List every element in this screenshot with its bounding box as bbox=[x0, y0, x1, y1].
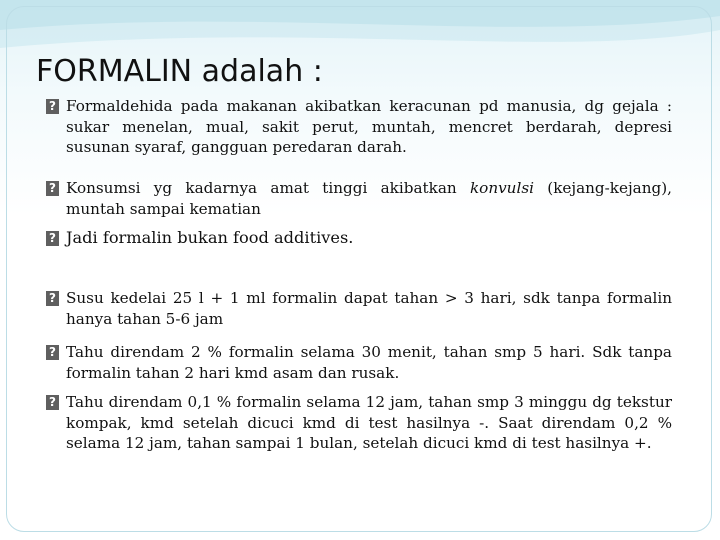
bullet-item bbox=[46, 392, 672, 454]
bullet-item bbox=[46, 228, 672, 249]
missing-glyph-icon bbox=[46, 231, 59, 246]
missing-glyph-icon bbox=[46, 345, 59, 360]
missing-glyph-icon bbox=[46, 181, 59, 196]
bullet-text: Konsumsi yg kadarnya amat tinggi akibatkan bbox=[66, 179, 470, 197]
bullet-item bbox=[46, 178, 672, 219]
bullet-item bbox=[46, 342, 672, 383]
missing-glyph-icon bbox=[46, 395, 59, 410]
missing-glyph-icon bbox=[46, 291, 59, 306]
bullet-text: Tahu direndam 0,1 % formalin selama 12 jam, tahan smp 3 minggu dg tekstur kompak, kmd setelah dicuci kmd di test hasilnya -. Saat direndam 0,2 % selama 12 jam, tahan sampai 1 bulan, setelah dicuci kmd di test hasilnya +. bbox=[66, 393, 672, 452]
slide-title: FORMALIN adalah : bbox=[36, 54, 323, 89]
bullet-item bbox=[46, 96, 672, 158]
bullet-item bbox=[46, 288, 672, 329]
bullet-text: Tahu direndam 2 % formalin selama 30 menit, tahan smp 5 hari. Sdk tanpa formalin tahan 2 hari kmd asam dan rusak. bbox=[66, 343, 672, 382]
bullet-text-italic: konvulsi bbox=[469, 179, 534, 197]
bullet-text: Susu kedelai 25 l + 1 ml formalin dapat tahan > 3 hari, sdk tanpa formalin hanya tahan 5-6 jam bbox=[66, 289, 672, 328]
bullet-text: (kejang-kejang), muntah sampai kematian bbox=[66, 179, 672, 218]
bullet-text: Jadi formalin bukan food additives. bbox=[66, 228, 354, 247]
missing-glyph-icon bbox=[46, 99, 59, 114]
bullet-text: Formaldehida pada makanan akibatkan keracunan pd manusia, dg gejala : sukar menelan, mual, sakit perut, muntah, mencret berdarah, depresi susunan syaraf, gangguan peredaran darah. bbox=[66, 97, 672, 156]
